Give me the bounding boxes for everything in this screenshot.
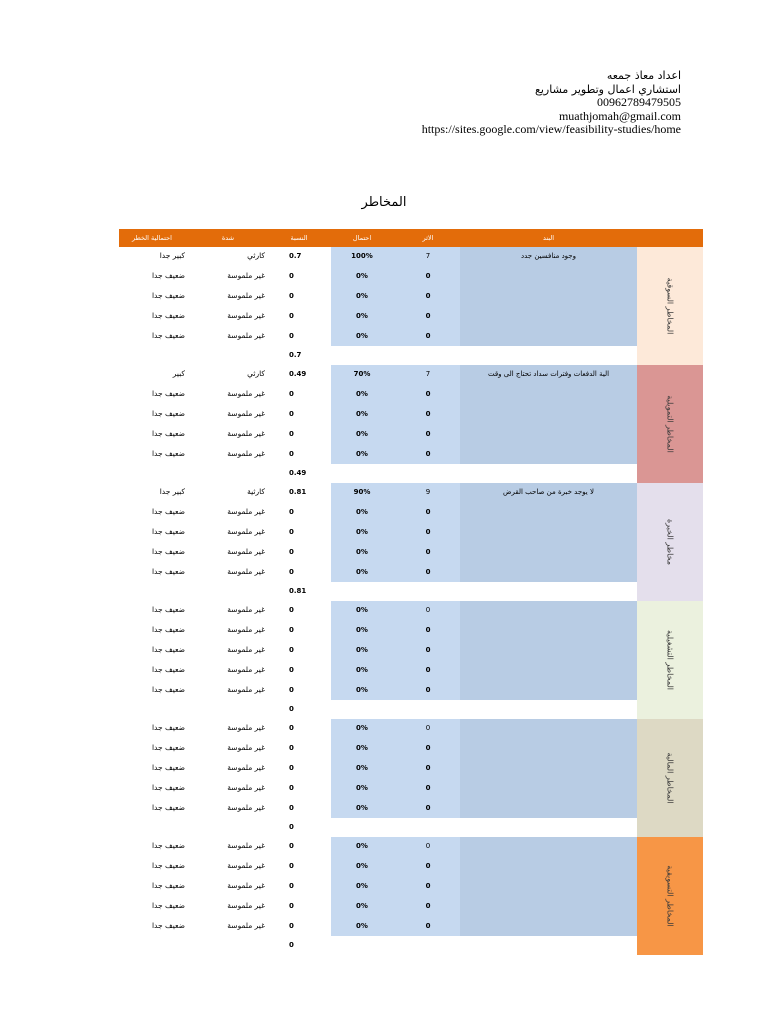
table-row	[119, 718, 637, 738]
risk-level-cell: ضعيف جدا	[151, 921, 185, 930]
risk-level-cell: ضعيف جدا	[151, 507, 185, 516]
group-total: 0.49	[289, 469, 307, 477]
item-description-cell	[460, 896, 637, 916]
risk-group	[119, 601, 703, 719]
impact-cell: 0	[425, 842, 431, 850]
item-description-cell	[460, 266, 637, 286]
group-category-label: المخاطر التشغيلية	[665, 629, 675, 691]
risk-group	[119, 483, 703, 601]
group-total: 0	[289, 705, 294, 713]
risk-level-cell: ضعيف جدا	[151, 901, 185, 910]
header-ratio: النسبة	[290, 234, 308, 242]
severity-cell: غير ملموسة	[227, 723, 265, 732]
ratio-cell: 0	[289, 724, 294, 732]
risk-level-cell: ضعيف جدا	[151, 803, 185, 812]
probability-cell: 0%	[356, 764, 368, 772]
ratio-cell: 0	[289, 804, 294, 812]
item-description-cell: لا يوجد خبرة من صاحب القرض	[503, 488, 594, 496]
table-row	[119, 896, 637, 916]
severity-cell: غير ملموسة	[227, 881, 265, 890]
ratio-cell: 0	[289, 626, 294, 634]
probability-cell: 0%	[356, 724, 368, 732]
probability-cell: 0%	[356, 390, 368, 398]
probability-cell: 0%	[356, 666, 368, 674]
ratio-cell: 0	[289, 666, 294, 674]
risk-level-cell: ضعيف جدا	[151, 723, 185, 732]
item-description-cell	[460, 640, 637, 660]
risk-level-cell: ضعيف جدا	[151, 271, 185, 280]
impact-cell: 0	[425, 724, 431, 732]
probability-cell: 90%	[353, 488, 371, 496]
table-row	[119, 384, 637, 404]
impact-cell: 0	[425, 508, 431, 516]
severity-cell: غير ملموسة	[227, 567, 265, 576]
impact-cell: 0	[425, 548, 431, 556]
header-probability: احتمال	[352, 234, 372, 242]
table-row	[119, 836, 637, 856]
impact-cell: 0	[425, 626, 431, 634]
impact-cell: 0	[425, 646, 431, 654]
table-row	[119, 364, 637, 384]
table-row	[119, 424, 637, 444]
ratio-cell: 0	[289, 744, 294, 752]
phone: 00962789479505	[597, 95, 681, 109]
table-row	[119, 522, 637, 542]
risk-level-cell: ضعيف جدا	[151, 449, 185, 458]
risk-level-cell: ضعيف جدا	[151, 311, 185, 320]
ratio-cell: 0.81	[289, 488, 307, 496]
severity-cell: كارثي	[247, 251, 265, 260]
risk-level-cell: كبير جدا	[159, 251, 185, 260]
item-description-cell	[460, 522, 637, 542]
impact-cell: 0	[425, 902, 431, 910]
probability-cell: 0%	[356, 292, 368, 300]
severity-cell: غير ملموسة	[227, 331, 265, 340]
website: https://sites.google.com/view/feasibility-studies/home	[421, 122, 681, 136]
contact-block	[422, 69, 681, 137]
severity-cell: غير ملموسة	[227, 841, 265, 850]
item-description-cell	[460, 916, 637, 936]
item-description-cell	[460, 856, 637, 876]
group-category-cell	[637, 365, 703, 483]
severity-cell: غير ملموسة	[227, 271, 265, 280]
table-row	[119, 876, 637, 896]
table-row	[119, 660, 637, 680]
risk-table	[119, 229, 703, 955]
ratio-cell: 0	[289, 312, 294, 320]
group-category-label: المخاطر المالية	[665, 752, 675, 804]
item-description-cell	[460, 680, 637, 700]
probability-cell: 0%	[356, 784, 368, 792]
table-row	[119, 502, 637, 522]
table-row	[119, 778, 637, 798]
probability-cell: 0%	[356, 922, 368, 930]
risk-groups	[119, 247, 703, 955]
probability-cell: 0%	[356, 626, 368, 634]
ratio-cell: 0	[289, 842, 294, 850]
group-total: 0	[289, 941, 294, 949]
item-description-cell	[460, 600, 637, 620]
impact-cell: 0	[425, 882, 431, 890]
group-category-label: المخاطر التسويقية	[665, 865, 675, 927]
table-header	[119, 229, 703, 247]
ratio-cell: 0	[289, 292, 294, 300]
ratio-cell: 0	[289, 764, 294, 772]
group-category-label: المخاطر التمويلية	[665, 395, 675, 453]
probability-cell: 0%	[356, 450, 368, 458]
severity-cell: غير ملموسة	[227, 389, 265, 398]
item-description-cell	[460, 876, 637, 896]
probability-cell: 0%	[356, 686, 368, 694]
risk-level-cell: ضعيف جدا	[151, 665, 185, 674]
item-description-cell: الية الدفعات وفترات سداد تحتاج الى وقت	[487, 370, 610, 378]
impact-cell: 0	[425, 312, 431, 320]
table-row	[119, 680, 637, 700]
risk-level-cell: ضعيف جدا	[151, 389, 185, 398]
impact-cell: 0	[425, 804, 431, 812]
risk-level-cell: ضعيف جدا	[151, 547, 185, 556]
page-title: المخاطر	[361, 195, 407, 210]
severity-cell: غير ملموسة	[227, 665, 265, 674]
table-row	[119, 444, 637, 464]
impact-cell: 0	[425, 332, 431, 340]
impact-cell: 0	[425, 764, 431, 772]
group-total: 0.7	[289, 351, 302, 359]
impact-cell: 0	[425, 390, 431, 398]
risk-group	[119, 837, 703, 955]
risk-level-cell: ضعيف جدا	[151, 409, 185, 418]
probability-cell: 0%	[356, 548, 368, 556]
ratio-cell: 0	[289, 784, 294, 792]
probability-cell: 0%	[356, 744, 368, 752]
group-category-cell	[637, 483, 703, 601]
item-description-cell	[460, 758, 637, 778]
table-row	[119, 326, 637, 346]
risk-level-cell: ضعيف جدا	[151, 645, 185, 654]
ratio-cell: 0.49	[289, 370, 307, 378]
impact-cell: 7	[425, 252, 431, 260]
ratio-cell: 0	[289, 606, 294, 614]
probability-cell: 0%	[356, 430, 368, 438]
item-description-cell	[460, 778, 637, 798]
probability-cell: 0%	[356, 606, 368, 614]
impact-cell: 0	[425, 528, 431, 536]
table-row	[119, 562, 637, 582]
risk-level-cell: ضعيف جدا	[151, 527, 185, 536]
group-total: 0	[289, 823, 294, 831]
impact-cell: 0	[425, 922, 431, 930]
risk-level-cell: ضعيف جدا	[151, 605, 185, 614]
email: muathjomah@gmail.com	[558, 108, 681, 123]
probability-cell: 0%	[356, 842, 368, 850]
ratio-cell: 0	[289, 450, 294, 458]
table-row	[119, 738, 637, 758]
severity-cell: غير ملموسة	[227, 291, 265, 300]
risk-level-cell: ضعيف جدا	[151, 429, 185, 438]
risk-level-cell: ضعيف جدا	[151, 331, 185, 340]
header-impact: الاثر	[422, 234, 434, 242]
severity-cell: كارثية	[247, 487, 265, 496]
severity-cell: غير ملموسة	[227, 527, 265, 536]
risk-level-cell: ضعيف جدا	[151, 291, 185, 300]
probability-cell: 0%	[356, 804, 368, 812]
group-total: 0.81	[289, 587, 307, 595]
risk-level-cell: ضعيف جدا	[151, 763, 185, 772]
impact-cell: 0	[425, 666, 431, 674]
severity-cell: غير ملموسة	[227, 645, 265, 654]
risk-level-cell: ضعيف جدا	[151, 567, 185, 576]
risk-level-cell: ضعيف جدا	[151, 685, 185, 694]
severity-cell: غير ملموسة	[227, 803, 265, 812]
ratio-cell: 0	[289, 646, 294, 654]
risk-level-cell: ضعيف جدا	[151, 625, 185, 634]
ratio-cell: 0	[289, 548, 294, 556]
severity-cell: غير ملموسة	[227, 429, 265, 438]
table-row	[119, 246, 637, 266]
probability-cell: 0%	[356, 862, 368, 870]
group-category-cell	[637, 247, 703, 365]
severity-cell: غير ملموسة	[227, 861, 265, 870]
item-description-cell	[460, 562, 637, 582]
probability-cell: 0%	[356, 508, 368, 516]
severity-cell: غير ملموسة	[227, 449, 265, 458]
table-row	[119, 856, 637, 876]
risk-level-cell: كبير	[172, 369, 185, 378]
probability-cell: 70%	[353, 370, 371, 378]
header-item: البند	[542, 234, 555, 242]
ratio-cell: 0	[289, 922, 294, 930]
table-row	[119, 600, 637, 620]
ratio-cell: 0	[289, 390, 294, 398]
role: استشاري اعمال وتطوير مشاريع	[535, 82, 681, 96]
severity-cell: غير ملموسة	[227, 409, 265, 418]
impact-cell: 0	[425, 568, 431, 576]
impact-cell: 0	[425, 272, 431, 280]
group-category-cell	[637, 601, 703, 719]
table-row	[119, 286, 637, 306]
table-row	[119, 916, 637, 936]
table-row	[119, 404, 637, 424]
item-description-cell	[460, 718, 637, 738]
probability-cell: 0%	[356, 410, 368, 418]
probability-cell: 0%	[356, 312, 368, 320]
group-category-cell	[637, 837, 703, 955]
item-description-cell	[460, 404, 637, 424]
item-description-cell	[460, 286, 637, 306]
probability-cell: 0%	[356, 646, 368, 654]
risk-level-cell: ضعيف جدا	[151, 743, 185, 752]
risk-group	[119, 719, 703, 837]
item-description-cell	[460, 424, 637, 444]
ratio-cell: 0	[289, 272, 294, 280]
impact-cell: 0	[425, 744, 431, 752]
table-row	[119, 306, 637, 326]
impact-cell: 0	[425, 606, 431, 614]
item-description-cell	[460, 502, 637, 522]
severity-cell: غير ملموسة	[227, 921, 265, 930]
severity-cell: غير ملموسة	[227, 547, 265, 556]
severity-cell: غير ملموسة	[227, 901, 265, 910]
ratio-cell: 0	[289, 862, 294, 870]
risk-group	[119, 365, 703, 483]
ratio-cell: 0	[289, 410, 294, 418]
ratio-cell: 0	[289, 508, 294, 516]
severity-cell: غير ملموسة	[227, 783, 265, 792]
item-description-cell	[460, 660, 637, 680]
table-row	[119, 542, 637, 562]
ratio-cell: 0.7	[289, 252, 302, 260]
ratio-cell: 0	[289, 568, 294, 576]
ratio-cell: 0	[289, 902, 294, 910]
table-row	[119, 758, 637, 778]
risk-level-cell: ضعيف جدا	[151, 841, 185, 850]
severity-cell: كارثي	[247, 369, 265, 378]
risk-level-cell: ضعيف جدا	[151, 861, 185, 870]
severity-cell: غير ملموسة	[227, 763, 265, 772]
ratio-cell: 0	[289, 528, 294, 536]
severity-cell: غير ملموسة	[227, 625, 265, 634]
impact-cell: 7	[425, 370, 431, 378]
group-category-label: مخاطر الخبرة	[665, 518, 675, 566]
impact-cell: 0	[425, 784, 431, 792]
item-description-cell	[460, 738, 637, 758]
ratio-cell: 0	[289, 882, 294, 890]
risk-level-cell: ضعيف جدا	[151, 783, 185, 792]
table-row	[119, 620, 637, 640]
item-description-cell: وجود منافسين جدد	[520, 252, 577, 260]
item-description-cell	[460, 384, 637, 404]
severity-cell: غير ملموسة	[227, 743, 265, 752]
severity-cell: غير ملموسة	[227, 507, 265, 516]
group-category-cell	[637, 719, 703, 837]
severity-cell: غير ملموسة	[227, 605, 265, 614]
risk-level-cell: ضعيف جدا	[151, 881, 185, 890]
ratio-cell: 0	[289, 686, 294, 694]
impact-cell: 0	[425, 686, 431, 694]
header-risk: احتمالية الخطر	[132, 234, 172, 242]
probability-cell: 0%	[356, 882, 368, 890]
impact-cell: 9	[425, 488, 431, 496]
table-row	[119, 482, 637, 502]
probability-cell: 0%	[356, 528, 368, 536]
probability-cell: 0%	[356, 902, 368, 910]
impact-cell: 0	[425, 410, 431, 418]
impact-cell: 0	[425, 292, 431, 300]
item-description-cell	[460, 798, 637, 818]
probability-cell: 100%	[351, 252, 373, 260]
probability-cell: 0%	[356, 568, 368, 576]
item-description-cell	[460, 444, 637, 464]
ratio-cell: 0	[289, 430, 294, 438]
item-description-cell	[460, 542, 637, 562]
risk-group	[119, 247, 703, 365]
item-description-cell	[460, 326, 637, 346]
table-row	[119, 266, 637, 286]
table-row	[119, 640, 637, 660]
severity-cell: غير ملموسة	[227, 311, 265, 320]
item-description-cell	[460, 836, 637, 856]
impact-cell: 0	[425, 430, 431, 438]
severity-cell: غير ملموسة	[227, 685, 265, 694]
impact-cell: 0	[425, 450, 431, 458]
risk-level-cell: كبير جدا	[159, 487, 185, 496]
prepared-by: اعداد معاذ جمعه	[606, 69, 681, 82]
ratio-cell: 0	[289, 332, 294, 340]
impact-cell: 0	[425, 862, 431, 870]
group-category-label: المخاطر السوقية	[665, 277, 675, 335]
item-description-cell	[460, 306, 637, 326]
item-description-cell	[460, 620, 637, 640]
header-severity: شدة	[221, 234, 235, 242]
probability-cell: 0%	[356, 272, 368, 280]
probability-cell: 0%	[356, 332, 368, 340]
table-row	[119, 798, 637, 818]
